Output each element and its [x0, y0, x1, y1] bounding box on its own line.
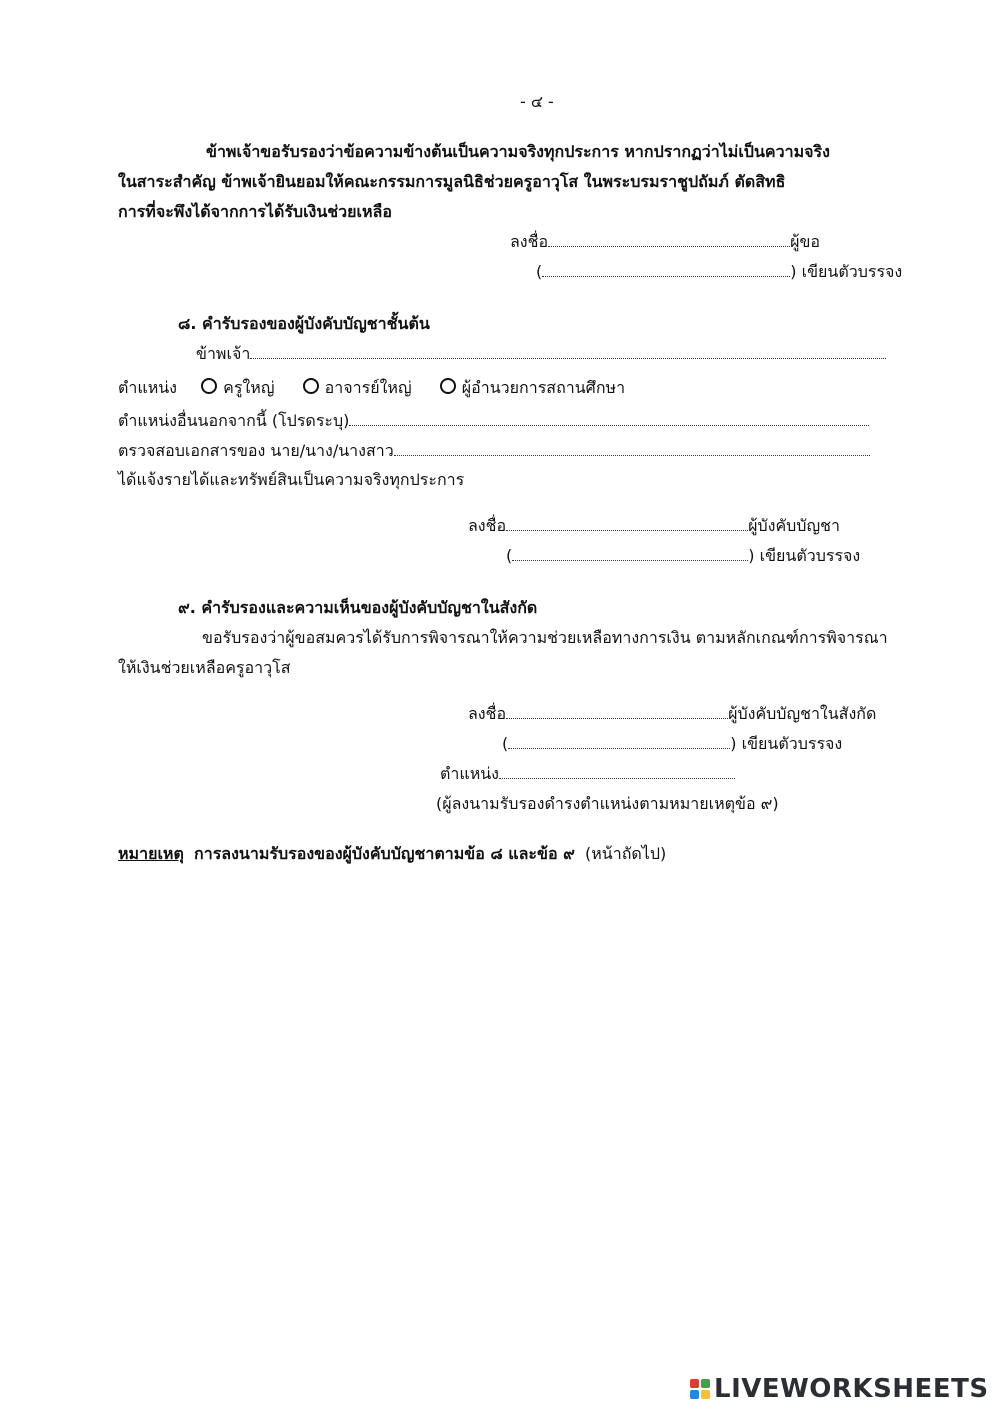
applicant-printed-name-field[interactable] [542, 262, 790, 277]
liveworksheets-wordmark: LIVEWORKSHEETS [714, 1374, 989, 1404]
applicant-signature-line: ลงชื่อ ผู้ขอ [510, 232, 821, 251]
page-number: - ๔ - [520, 92, 554, 111]
section-9-heading: ๙. คำรับรองและความเห็นของผู้บังคับบัญชาในสังกัด [178, 598, 538, 617]
supervisor-signature-line: ลงชื่อ ผู้บังคับบัญชา [468, 516, 840, 535]
footnote-suffix: (หน้าถัดไป) [585, 844, 667, 863]
section-8-heading: ๘. คำรับรองของผู้บังคับบัญชาชั้นต้น [178, 314, 430, 333]
agency-printed-name-field[interactable] [508, 734, 730, 749]
declaration-line-1: ข้าพเจ้าขอรับรองว่าข้อความข้างต้นเป็นความจริงทุกประการ หากปรากฏว่าไม่เป็นความจริง [206, 142, 830, 161]
supervisor-name-field[interactable] [250, 344, 886, 359]
supervisor-signature-field[interactable] [506, 516, 748, 531]
section-9-line-2: ให้เงินช่วยเหลือครูอาวุโส [118, 658, 291, 677]
agency-signature-line: ลงชื่อ ผู้บังคับบัญชาในสังกัด [468, 704, 877, 723]
position-note: (ผู้ลงนามรับรองดำรงตำแหน่งตามหมายเหตุข้อ ๙) [436, 794, 779, 813]
section-9-line-1: ขอรับรองว่าผู้ขอสมควรได้รับการพิจารณาให้ความช่วยเหลือทางการเงิน ตามหลักเกณฑ์การพิจารณา [202, 628, 888, 647]
radio-circle-icon [201, 378, 217, 394]
liveworksheets-logo [690, 1374, 989, 1404]
section-8-statement: ได้แจ้งรายได้และทรัพย์สินเป็นความจริงทุกประการ [118, 470, 465, 489]
applicant-signature-field[interactable] [548, 232, 790, 247]
footnote [118, 844, 666, 864]
other-position-field[interactable] [349, 411, 869, 426]
radio-option-head-teacher[interactable]: อาจารย์ใหญ่ [303, 378, 412, 397]
supervisor-printed-name-line: ( ) เขียนตัวบรรจง [506, 546, 861, 565]
other-position-line: ตำแหน่งอื่นนอกจากนี้ (โปรดระบุ) [118, 411, 869, 431]
agency-printed-name-line: ( ) เขียนตัวบรรจง [502, 734, 843, 753]
applicant-printed-name-line: ( ) เขียนตัวบรรจง [536, 262, 903, 281]
declaration-line-2: ในสาระสำคัญ ข้าพเจ้ายินยอมให้คณะกรรมการมูลนิธิช่วยครูอาวุโส ในพระบรมราชูปถัมภ์ ตัดสิทธิ [118, 172, 786, 191]
supervisor-printed-name-field[interactable] [512, 546, 748, 561]
radio-circle-icon [303, 378, 319, 394]
declaration-line-3: การที่จะพึงได้จากการได้รับเงินช่วยเหลือ [118, 202, 392, 221]
verify-person-field[interactable] [394, 441, 870, 456]
radio-option-principal[interactable]: ครูใหญ่ [201, 378, 274, 397]
radio-option-school-director[interactable]: ผู้อำนวยการสถานศึกษา [440, 378, 625, 397]
footnote-text: การลงนามรับรองของผู้บังคับบัญชาตามข้อ ๘ และข้อ ๙ [194, 844, 575, 863]
liveworksheets-icon [690, 1379, 710, 1399]
position-options: ตำแหน่ง ครูใหญ่ อาจารย์ใหญ่ ผู้อำนวยการสถานศึกษา [118, 378, 626, 397]
agency-signature-field[interactable] [506, 704, 728, 719]
footnote-label: หมายเหตุ [118, 844, 184, 863]
agency-position-line: ตำแหน่ง [440, 764, 735, 784]
agency-position-field[interactable] [499, 764, 735, 779]
supervisor-name-line: ข้าพเจ้า [196, 344, 886, 364]
radio-circle-icon [440, 378, 456, 394]
verify-documents-line: ตรวจสอบเอกสารของ นาย/นาง/นางสาว [118, 441, 870, 461]
